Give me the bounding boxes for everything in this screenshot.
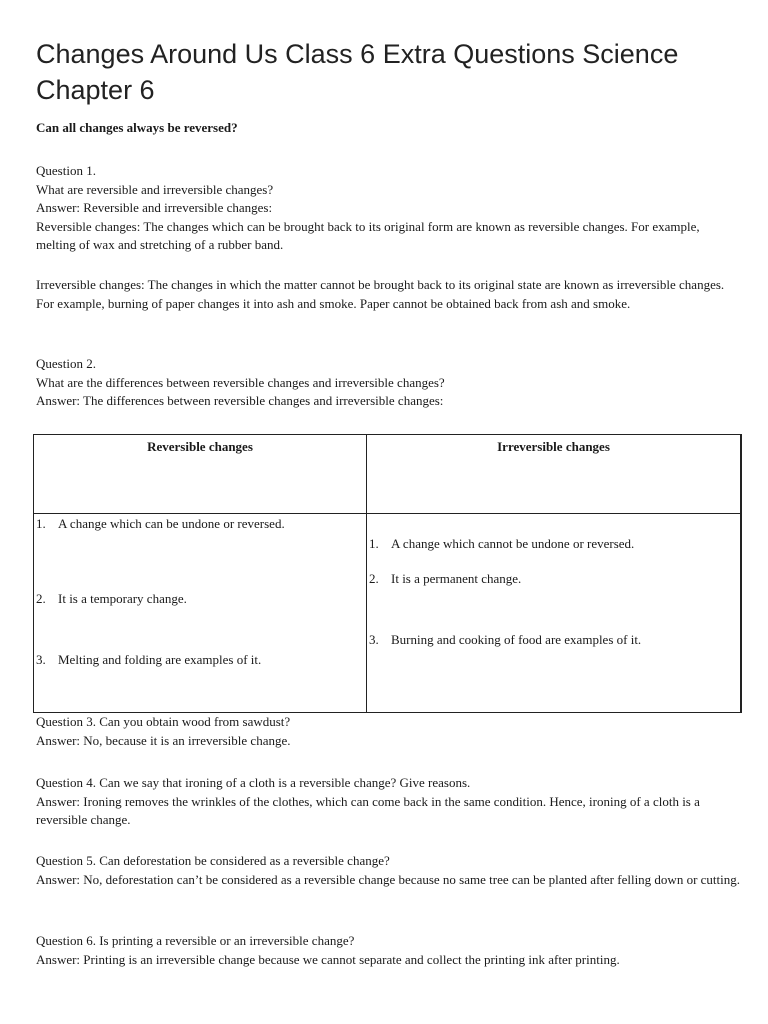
section-subtitle: Can all changes always be reversed? [36,120,238,135]
irreversible-changes-definition: Irreversible changes: The changes in which the matter cannot be brought back to its original state are known as irreversible changes. For example, burning of paper changes it into ash and smoke. Paper cannot be obtained back from ash and smoke. [36,277,725,311]
reversible-changes-definition: Reversible changes: The changes which can be brought back to its original form are known as reversible changes. For example, melting of wax and stretching of a rubber band. [36,218,700,252]
question-3-block [36,713,742,750]
question-6-text: Question 6. Is printing a reversible or an irreversible change? [36,933,355,948]
table-row [34,514,741,713]
reversible-item-1: 1. A change which can be undone or reversed. [36,516,285,531]
irreversible-item-1: 1. A change which cannot be undone or reversed. [369,536,635,551]
question-1-block [36,162,742,255]
question-6-answer: Answer: Printing is an irreversible change because we cannot separate and collect the printing ink after printing. [36,951,620,967]
page-title: Changes Around Us Class 6 Extra Questions Science Chapter 6 [36,39,679,105]
question-3-text: Question 3. Can you obtain wood from sawdust? [36,714,291,729]
table-right-border [741,434,742,713]
question-6-block [36,932,742,969]
table-header-row [34,435,741,514]
question-5-block [36,852,742,889]
reversible-item-2: 2. It is a temporary change. [36,591,187,606]
question-2-label: Question 2. [36,356,96,371]
question-2-answer: Answer: The differences between reversible changes and irreversible changes: [36,393,444,408]
question-2-block [36,355,742,411]
irreversible-item-3: 3. Burning and cooking of food are examples of it. [369,632,642,647]
question-1-text: What are reversible and irreversible changes? [36,181,274,197]
comparison-table [33,434,741,713]
question-4-answer: Answer: Ironing removes the wrinkles of the clothes, which can come back in the same condition. Hence, ironing of a cloth is a reversible change. [36,793,700,827]
question-1-label: Question 1. [36,163,96,178]
reversible-item-3: 3. Melting and folding are examples of it. [36,652,262,667]
question-4-text: Question 4. Can we say that ironing of a cloth is a reversible change? Give reasons. [36,775,471,790]
question-4-block [36,774,742,830]
question-2-text: What are the differences between reversible changes and irreversible changes? [36,374,445,390]
question-5-text: Question 5. Can deforestation be considered as a reversible change? [36,853,390,868]
reversible-cell [34,514,367,713]
irreversible-cell [367,514,741,713]
question-5-answer: Answer: No, deforestation can’t be considered as a reversible change because no same tree can be planted after felling down or cutting. [36,871,741,887]
header-reversible: Reversible changes [34,435,367,514]
irreversible-item-2: 2. It is a permanent change. [369,571,522,586]
question-1-answer-intro: Answer: Reversible and irreversible changes: [36,200,273,215]
header-irreversible: Irreversible changes [367,435,741,514]
question-3-answer: Answer: No, because it is an irreversible change. [36,732,291,748]
